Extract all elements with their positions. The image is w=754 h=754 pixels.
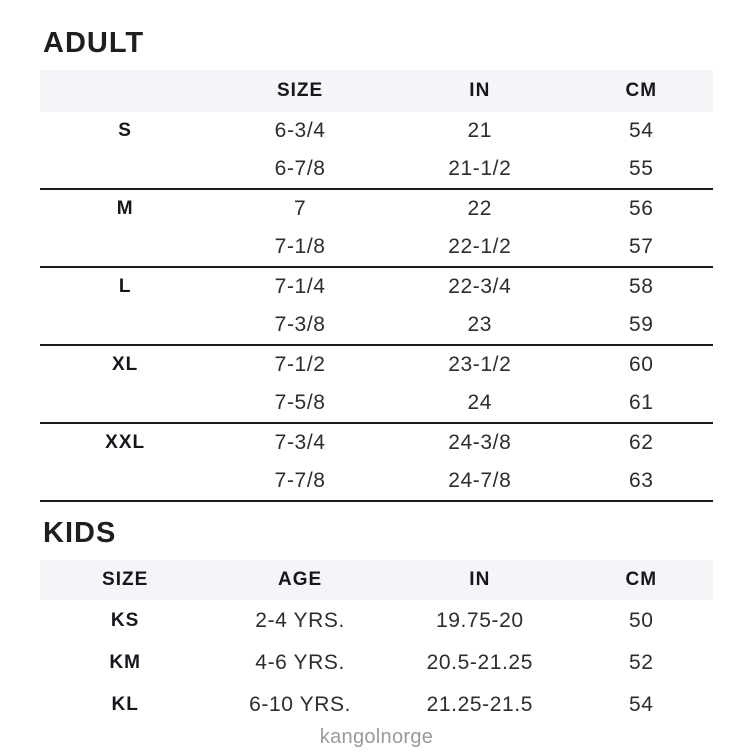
- hat-size-cell: 7-3/8: [274, 313, 326, 336]
- adult-header-cm: CM: [625, 80, 658, 101]
- table-row: [40, 600, 713, 642]
- adult-size-group-xl: [40, 346, 713, 424]
- cm-cell: 50: [629, 609, 654, 632]
- kids-table-header-row: [40, 560, 713, 600]
- table-row: [40, 150, 713, 188]
- size-label: M: [116, 198, 134, 219]
- table-row: [40, 424, 713, 462]
- cm-cell: 55: [629, 157, 654, 180]
- cm-cell: 63: [629, 469, 654, 492]
- table-row: [40, 684, 713, 726]
- watermark-text: kangolnorge: [319, 726, 434, 748]
- size-label: XL: [111, 354, 139, 375]
- adult-section-heading: ADULT: [43, 27, 145, 59]
- cm-cell: 58: [629, 275, 654, 298]
- table-row: [40, 112, 713, 150]
- inches-cell: 22-1/2: [448, 235, 512, 258]
- table-row: [40, 190, 713, 228]
- kids-size-table: [40, 560, 713, 726]
- age-cell: 2-4 YRS.: [255, 609, 345, 632]
- cm-cell: 61: [629, 391, 654, 414]
- size-label: L: [118, 276, 132, 297]
- adult-size-group-s: [40, 112, 713, 190]
- size-label: XXL: [105, 432, 146, 453]
- size-label: S: [118, 120, 132, 141]
- table-row: [40, 346, 713, 384]
- hat-size-cell: 7: [293, 197, 307, 220]
- cm-cell: 60: [629, 353, 654, 376]
- kids-header-cm: CM: [625, 569, 658, 590]
- kids-header-age: AGE: [278, 569, 323, 590]
- table-row: [40, 462, 713, 500]
- inches-cell: 20.5-21.25: [426, 651, 533, 674]
- kids-section-heading: KIDS: [43, 517, 117, 549]
- table-row: [40, 228, 713, 266]
- inches-cell: 24-7/8: [448, 469, 512, 492]
- cm-cell: 57: [629, 235, 654, 258]
- inches-cell: 24: [467, 391, 493, 414]
- cm-cell: 62: [629, 431, 654, 454]
- kids-header-in: IN: [469, 569, 491, 590]
- inches-cell: 21: [467, 119, 493, 142]
- inches-cell: 21-1/2: [448, 157, 512, 180]
- hat-size-cell: 6-3/4: [274, 119, 326, 142]
- adult-size-group-xxl: [40, 424, 713, 502]
- inches-cell: 19.75-20: [435, 609, 524, 632]
- cm-cell: 54: [629, 119, 654, 142]
- cm-cell: 54: [629, 693, 654, 716]
- hat-size-cell: 7-1/8: [274, 235, 326, 258]
- inches-cell: 23: [467, 313, 493, 336]
- inches-cell: 22: [467, 197, 493, 220]
- kids-size-label: KS: [110, 610, 140, 631]
- adult-size-group-l: [40, 268, 713, 346]
- table-row: [40, 384, 713, 422]
- inches-cell: 22-3/4: [448, 275, 512, 298]
- adult-size-table: [40, 70, 713, 502]
- age-cell: 6-10 YRS.: [249, 693, 352, 716]
- hat-size-cell: 7-1/2: [274, 353, 326, 376]
- hat-size-cell: 7-7/8: [274, 469, 326, 492]
- adult-table-header-row: [40, 70, 713, 112]
- kids-header-size: SIZE: [102, 569, 149, 590]
- hat-size-cell: 6-7/8: [274, 157, 326, 180]
- table-row: [40, 306, 713, 344]
- age-cell: 4-6 YRS.: [255, 651, 345, 674]
- hat-size-cell: 7-3/4: [274, 431, 326, 454]
- hat-size-cell: 7-1/4: [274, 275, 326, 298]
- adult-header-size: SIZE: [276, 80, 324, 101]
- cm-cell: 59: [629, 313, 654, 336]
- adult-size-group-m: [40, 190, 713, 268]
- cm-cell: 56: [629, 197, 654, 220]
- adult-header-in: IN: [469, 80, 491, 101]
- kids-size-label: KM: [109, 652, 141, 673]
- cm-cell: 52: [629, 651, 654, 674]
- table-row: [40, 642, 713, 684]
- kids-size-label: KL: [111, 694, 139, 715]
- inches-cell: 23-1/2: [448, 353, 512, 376]
- hat-size-cell: 7-5/8: [274, 391, 326, 414]
- inches-cell: 24-3/8: [448, 431, 512, 454]
- inches-cell: 21.25-21.5: [426, 693, 533, 716]
- table-row: [40, 268, 713, 306]
